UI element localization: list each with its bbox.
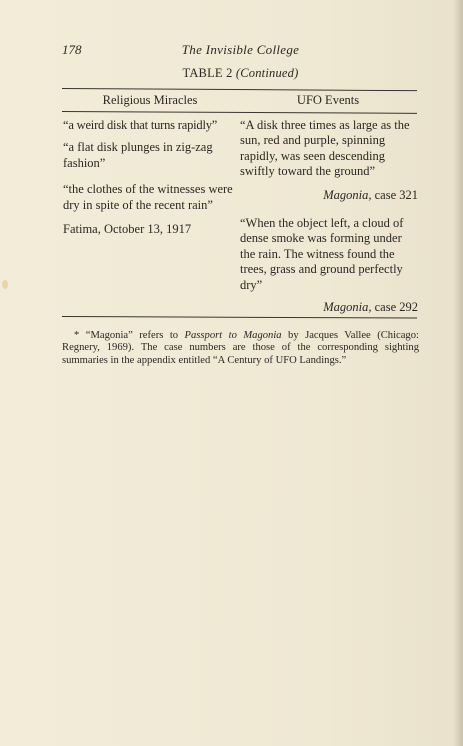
book-title: The Invisible College bbox=[181, 42, 300, 57]
column-header-ufo-events: UFO Events bbox=[296, 93, 360, 107]
running-head bbox=[62, 42, 419, 58]
source-title: Magonia, bbox=[323, 300, 372, 315]
paper-stain bbox=[2, 280, 8, 289]
table-caption-continued: (Continued) bbox=[235, 66, 299, 80]
source-case: case 292 bbox=[374, 300, 418, 315]
column-header-religious-miracles: Religious Miracles bbox=[102, 93, 198, 107]
ufo-event-quote: “When the object left, a cloud of dense smoke was forming under the rain. The witness found the trees, grass and ground perfectly dry” bbox=[240, 216, 404, 292]
footnote-text-end: by Jacques Vallee (Chicago: Regnery, 1969). The case numbers are those of the corresponding sighting summaries in the appendix entitled “A Century of UFO Landings.” bbox=[62, 330, 419, 366]
ufo-event-source bbox=[240, 300, 418, 315]
religious-miracles-column bbox=[63, 118, 239, 237]
miracle-entry: “a weird disk that turns rapidly” bbox=[63, 118, 218, 132]
footnote-book-title: Passport to Magonia bbox=[184, 330, 282, 341]
footnote-text-start: “Magonia” refers to bbox=[85, 330, 179, 341]
table-bottom-rule bbox=[62, 316, 417, 319]
ufo-event-source bbox=[240, 188, 418, 203]
table-header-rule bbox=[62, 111, 417, 114]
footnote bbox=[62, 330, 419, 367]
miracle-entry: “the clothes of the witnesses were dry in spite of the recent rain” bbox=[63, 182, 233, 212]
source-case: case 321 bbox=[374, 187, 418, 202]
table-top-rule bbox=[62, 88, 417, 91]
table-caption bbox=[62, 66, 419, 81]
ufo-event-quote: “A disk three times as large as the sun, red and purple, spinning rapidly, was seen descending swiftly toward the ground” bbox=[240, 118, 410, 179]
table-caption-label: TABLE 2 bbox=[182, 66, 233, 80]
miracle-entry: “a flat disk plunges in zig-zag fashion” bbox=[63, 140, 213, 170]
ufo-events-column bbox=[240, 118, 418, 315]
footnote-marker: * bbox=[74, 330, 80, 341]
miracle-date: Fatima, October 13, 1917 bbox=[63, 222, 192, 237]
page-edge-shadow bbox=[453, 0, 463, 746]
source-title: Magonia, bbox=[323, 187, 372, 202]
page-number: 178 bbox=[62, 42, 82, 57]
